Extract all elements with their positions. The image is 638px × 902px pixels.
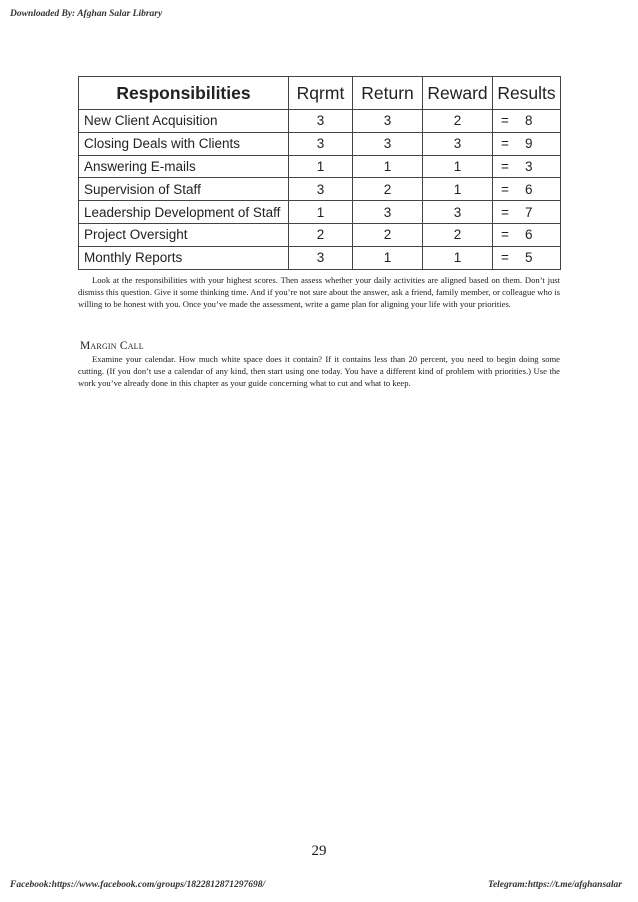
equals-sign: = (501, 181, 509, 197)
page-number: 29 (311, 843, 327, 859)
responsibility-name-cell: Answering E-mails (79, 155, 289, 178)
result-value: 9 (525, 136, 533, 152)
result-value: 8 (525, 113, 533, 129)
equals-sign: = (501, 250, 509, 266)
return-cell: 3 (353, 132, 423, 155)
result-value: 5 (525, 250, 533, 266)
results-cell (493, 223, 561, 246)
equals-sign: = (501, 204, 509, 220)
result-value: 3 (525, 158, 533, 174)
return-cell: 2 (353, 178, 423, 201)
responsibility-name-cell: Closing Deals with Clients (79, 132, 289, 155)
rqrmt-cell: 2 (289, 223, 353, 246)
body-paragraph-margin-call (78, 353, 560, 389)
equals-sign: = (501, 136, 509, 152)
column-header-responsibilities: Responsibilities (79, 77, 289, 110)
equals-sign: = (501, 158, 509, 174)
results-cell (493, 178, 561, 201)
table-row (79, 178, 561, 201)
responsibility-name-cell: Monthly Reports (79, 246, 289, 269)
reward-cell: 3 (423, 201, 493, 224)
return-cell: 1 (353, 155, 423, 178)
reward-cell: 1 (423, 155, 493, 178)
result-value: 6 (525, 227, 533, 243)
rqrmt-cell: 1 (289, 201, 353, 224)
table-row (79, 246, 561, 269)
responsibility-name-cell: Leadership Development of Staff (79, 201, 289, 224)
table-body (79, 110, 561, 270)
results-cell (493, 132, 561, 155)
column-header-return: Return (353, 77, 423, 110)
rqrmt-cell: 3 (289, 110, 353, 133)
column-header-reward: Reward (423, 77, 493, 110)
paragraph-text: Examine your calendar. How much white space does it contain? If it contains less than 20 percent, you need to begin doing some cutting. (If you don’t use a calendar of any kind, then start using one today. You have a different kind of problem with priorities.) Use the work you’ve already done in this chapter as your guide concerning what to cut and what to keep. (78, 354, 560, 388)
column-header-rqrmt: Rqrmt (289, 77, 353, 110)
reward-cell: 1 (423, 246, 493, 269)
table-row (79, 223, 561, 246)
rqrmt-cell: 3 (289, 178, 353, 201)
table-row (79, 155, 561, 178)
section-heading: Margin Call (80, 340, 144, 352)
results-cell (493, 155, 561, 178)
return-cell: 3 (353, 201, 423, 224)
result-value: 6 (525, 181, 533, 197)
responsibility-name-cell: New Client Acquisition (79, 110, 289, 133)
results-cell (493, 110, 561, 133)
reward-cell: 3 (423, 132, 493, 155)
footer-telegram-link: Telegram:https://t.me/afghansalar (488, 880, 622, 890)
table-header-row (79, 77, 561, 110)
results-cell (493, 246, 561, 269)
rqrmt-cell: 3 (289, 246, 353, 269)
rqrmt-cell: 1 (289, 155, 353, 178)
table-row (79, 132, 561, 155)
table-row (79, 201, 561, 224)
paragraph-text: Look at the responsibilities with your highest scores. Then assess whether your daily activities are aligned based on them. Don’t just dismiss this question. Give it some thinking time. And if you’re not sure about the answer, ask a friend, family member, or colleague who is willing to be honest with you. Once you’ve made the assessment, write a game plan for aligning your life with your priorities. (78, 275, 560, 309)
responsibility-name-cell: Supervision of Staff (79, 178, 289, 201)
rqrmt-cell: 3 (289, 132, 353, 155)
column-header-results: Results (493, 77, 561, 110)
return-cell: 2 (353, 223, 423, 246)
result-value: 7 (525, 204, 533, 220)
table-row (79, 110, 561, 133)
responsibilities-table (78, 76, 561, 270)
reward-cell: 2 (423, 223, 493, 246)
footer-facebook-link: Facebook:https://www.facebook.com/groups/1822812871297698/ (10, 880, 266, 890)
equals-sign: = (501, 113, 509, 129)
responsibility-name-cell: Project Oversight (79, 223, 289, 246)
body-paragraph-assessment (78, 274, 560, 310)
return-cell: 3 (353, 110, 423, 133)
reward-cell: 1 (423, 178, 493, 201)
equals-sign: = (501, 227, 509, 243)
page-header-credit: Downloaded By: Afghan Salar Library (10, 9, 163, 19)
reward-cell: 2 (423, 110, 493, 133)
return-cell: 1 (353, 246, 423, 269)
results-cell (493, 201, 561, 224)
